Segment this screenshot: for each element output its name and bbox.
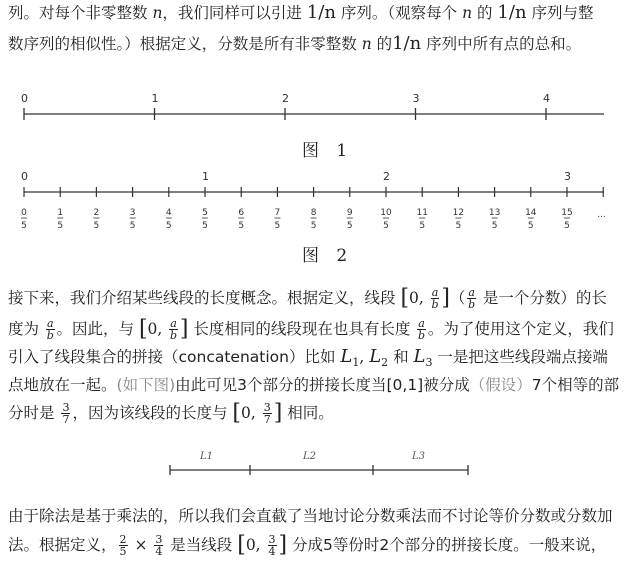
paragraph-2-line-5 <box>8 402 334 425</box>
math-L: L <box>413 346 426 367</box>
denominator: 7 <box>62 413 70 426</box>
denominator: b <box>46 329 54 342</box>
fraction-denominator: 5 <box>564 221 570 231</box>
fraction-denominator: 5 <box>274 221 281 231</box>
text: 列。对每个非零整数 <box>8 4 153 22</box>
numerator: 3 <box>62 401 70 414</box>
text: 和 <box>388 348 414 366</box>
integer-label: 0 <box>21 170 28 183</box>
figure-2-number-line <box>0 168 640 238</box>
paragraph-2-line-4 <box>8 374 619 396</box>
ellipsis: ... <box>597 210 606 220</box>
numerator: 2 <box>119 533 127 546</box>
denominator: 4 <box>155 545 163 558</box>
fraction-denominator: 5 <box>238 221 245 231</box>
math-text: 1/n <box>306 2 336 23</box>
denominator: 7 <box>263 413 271 426</box>
fraction-a-over-b <box>431 287 440 310</box>
text: 是当线段 <box>165 536 238 554</box>
paragraph-2-line-2 <box>8 318 614 341</box>
text: 。因此，与 <box>56 320 139 338</box>
paragraph-2-line-3 <box>8 346 608 374</box>
fraction-3-7 <box>61 402 70 425</box>
segment-label-l1: L1 <box>200 451 214 462</box>
tick-label: 0 <box>21 92 28 105</box>
text: 是一个分数）的长 <box>477 289 607 307</box>
segments-figure <box>0 446 640 486</box>
numerator: 3 <box>268 533 276 546</box>
integer-label: 3 <box>564 170 571 183</box>
paragraph-3-line-2 <box>8 534 606 557</box>
interval-open: [ <box>237 532 246 558</box>
fraction-numerator: 13 <box>488 208 501 218</box>
tick-label: 4 <box>543 92 550 105</box>
text: 序列与整 <box>526 4 594 22</box>
text-note: （假设） <box>469 376 532 394</box>
denominator: b <box>468 298 476 311</box>
fraction-denominator: 5 <box>165 221 172 231</box>
integer-label: 2 <box>383 170 390 183</box>
comma: , <box>359 348 370 366</box>
fraction-numerator: 2 <box>93 208 100 218</box>
math-var: n <box>361 35 372 53</box>
fraction-numerator: 4 <box>165 208 172 218</box>
fraction-3-4 <box>154 534 163 557</box>
interval-close: ] <box>273 400 283 426</box>
fraction-denominator: 5 <box>202 221 208 231</box>
text: 引入了线段集合的拼接（concatenation）比如 <box>8 348 341 366</box>
text: ，我们同样可以引进 <box>162 4 307 22</box>
fraction-numerator: 11 <box>416 208 428 218</box>
fraction-denominator: 5 <box>491 221 498 231</box>
text: 长度相同的线段现在也具有长度 <box>188 320 416 338</box>
interval-open: [ <box>138 316 148 342</box>
subscript: 3 <box>425 356 433 370</box>
math-var: n <box>462 4 473 22</box>
fraction-a-over-b <box>46 318 55 341</box>
text: 接下来，我们介绍某些线段的长度概念。根据定义，线段 <box>8 289 401 307</box>
text: 的 <box>472 4 498 22</box>
text: 由此可见3个部分的拼接长度当[0,1]被分成 <box>175 376 470 394</box>
text: 分成5等份时2个部分的拼接长度。一般来说， <box>287 536 607 554</box>
tick-label: 1 <box>151 92 159 105</box>
tick-label: 3 <box>412 92 420 105</box>
fraction-a-over-b <box>467 287 476 310</box>
fraction-denominator: 5 <box>129 221 136 231</box>
fraction-denominator: 5 <box>419 221 426 231</box>
fraction-numerator: 6 <box>238 208 245 218</box>
fraction-numerator: 14 <box>525 208 537 218</box>
fraction-numerator: 15 <box>561 208 573 218</box>
text: 序列。（观察每个 <box>335 4 463 22</box>
numerator: 3 <box>155 533 163 546</box>
fraction-numerator: 8 <box>310 208 317 218</box>
text: 法。根据定义， <box>8 536 117 554</box>
math-L: L <box>340 346 353 367</box>
denominator: b <box>418 329 426 342</box>
text: 分时是 <box>8 404 60 422</box>
fraction-numerator: 9 <box>346 208 353 218</box>
text: 数序列的相似性。）根据定义，分数是所有非零整数 <box>8 35 362 53</box>
integer-label: 1 <box>202 170 209 183</box>
numerator: 3 <box>263 401 271 414</box>
math-zero: 0, <box>240 404 261 422</box>
denominator: 5 <box>119 545 127 558</box>
paragraph-1-line-1 <box>8 2 593 24</box>
numerator: a <box>418 317 425 330</box>
fraction-numerator: 0 <box>21 208 27 218</box>
text: 度为 <box>8 320 44 338</box>
interval-close: ] <box>179 316 189 342</box>
fraction-denominator: 5 <box>57 221 64 231</box>
fraction-numerator: 3 <box>129 208 136 218</box>
text: 点地放在一起。 <box>8 376 117 394</box>
times-sign: × <box>129 536 153 554</box>
text: 相同。 <box>282 404 334 422</box>
text: 7个相等的部 <box>531 376 620 394</box>
math-1-over-n: 1/n <box>497 2 527 23</box>
subscript: 2 <box>381 356 389 370</box>
denominator: b <box>431 298 439 311</box>
text: 的 <box>371 35 393 53</box>
paragraph-1-line-2 <box>8 33 581 55</box>
numerator: a <box>468 286 475 299</box>
interval-open: [ <box>400 285 410 311</box>
fraction-numerator: 10 <box>380 208 392 218</box>
numerator: a <box>46 317 54 330</box>
denominator: b <box>170 329 178 342</box>
paragraph-3-line-1: 由于除法是基于乘法的，所以我们会直截了当地讨论分数乘法而不讨论等价分数或分数加 <box>8 507 613 525</box>
text: 。为了使用这个定义，我们 <box>427 320 614 338</box>
figure-2-caption: 图 2 <box>302 246 354 266</box>
fraction-denominator: 5 <box>21 221 27 231</box>
fraction-a-over-b <box>169 318 178 341</box>
fraction-3-4 <box>268 534 277 557</box>
fraction-denominator: 5 <box>93 221 100 231</box>
fraction-denominator: 5 <box>346 221 353 231</box>
fraction-numerator: 7 <box>274 208 281 218</box>
paragraph-2-line-1 <box>8 287 607 310</box>
fraction-numerator: 5 <box>202 208 208 218</box>
fraction-denominator: 5 <box>527 221 534 231</box>
subscript: 1 <box>352 356 360 370</box>
figure-1-caption: 图 1 <box>302 141 354 161</box>
fraction-2-5 <box>119 534 128 557</box>
denominator: 4 <box>268 545 276 558</box>
tick-label: 2 <box>282 92 289 105</box>
text: 序列中所有点的总和。 <box>421 35 582 53</box>
segment-label-l3: L3 <box>412 451 426 462</box>
numerator: a <box>431 286 439 299</box>
fraction-denominator: 5 <box>455 221 462 231</box>
math-1-over-n: 1/n <box>392 33 422 54</box>
fraction-numerator: 12 <box>452 208 465 218</box>
fraction-denominator: 5 <box>310 221 317 231</box>
fraction-denominator: 5 <box>383 221 389 231</box>
interval-open: [ <box>232 400 241 426</box>
math-zero: 0, <box>147 320 168 338</box>
math-zero: 0, <box>409 289 429 307</box>
math-L: L <box>369 346 382 367</box>
fraction-3-7 <box>263 402 272 425</box>
fraction-numerator: 1 <box>57 208 64 218</box>
text-note: (如下图) <box>116 376 176 394</box>
numerator: a <box>170 317 177 330</box>
math-zero: 0, <box>245 536 266 554</box>
text: （ <box>449 289 466 307</box>
fraction-a-over-b <box>417 318 426 341</box>
text: ，因为该线段的长度与 <box>72 404 233 422</box>
math-1-over-n <box>307 2 336 23</box>
text: 一是把这些线段端点接端 <box>432 348 608 366</box>
interval-close: ] <box>278 532 288 558</box>
interval-close: ] <box>441 285 450 311</box>
segment-label-l2: L2 <box>303 451 317 462</box>
math-var: n <box>152 4 163 22</box>
